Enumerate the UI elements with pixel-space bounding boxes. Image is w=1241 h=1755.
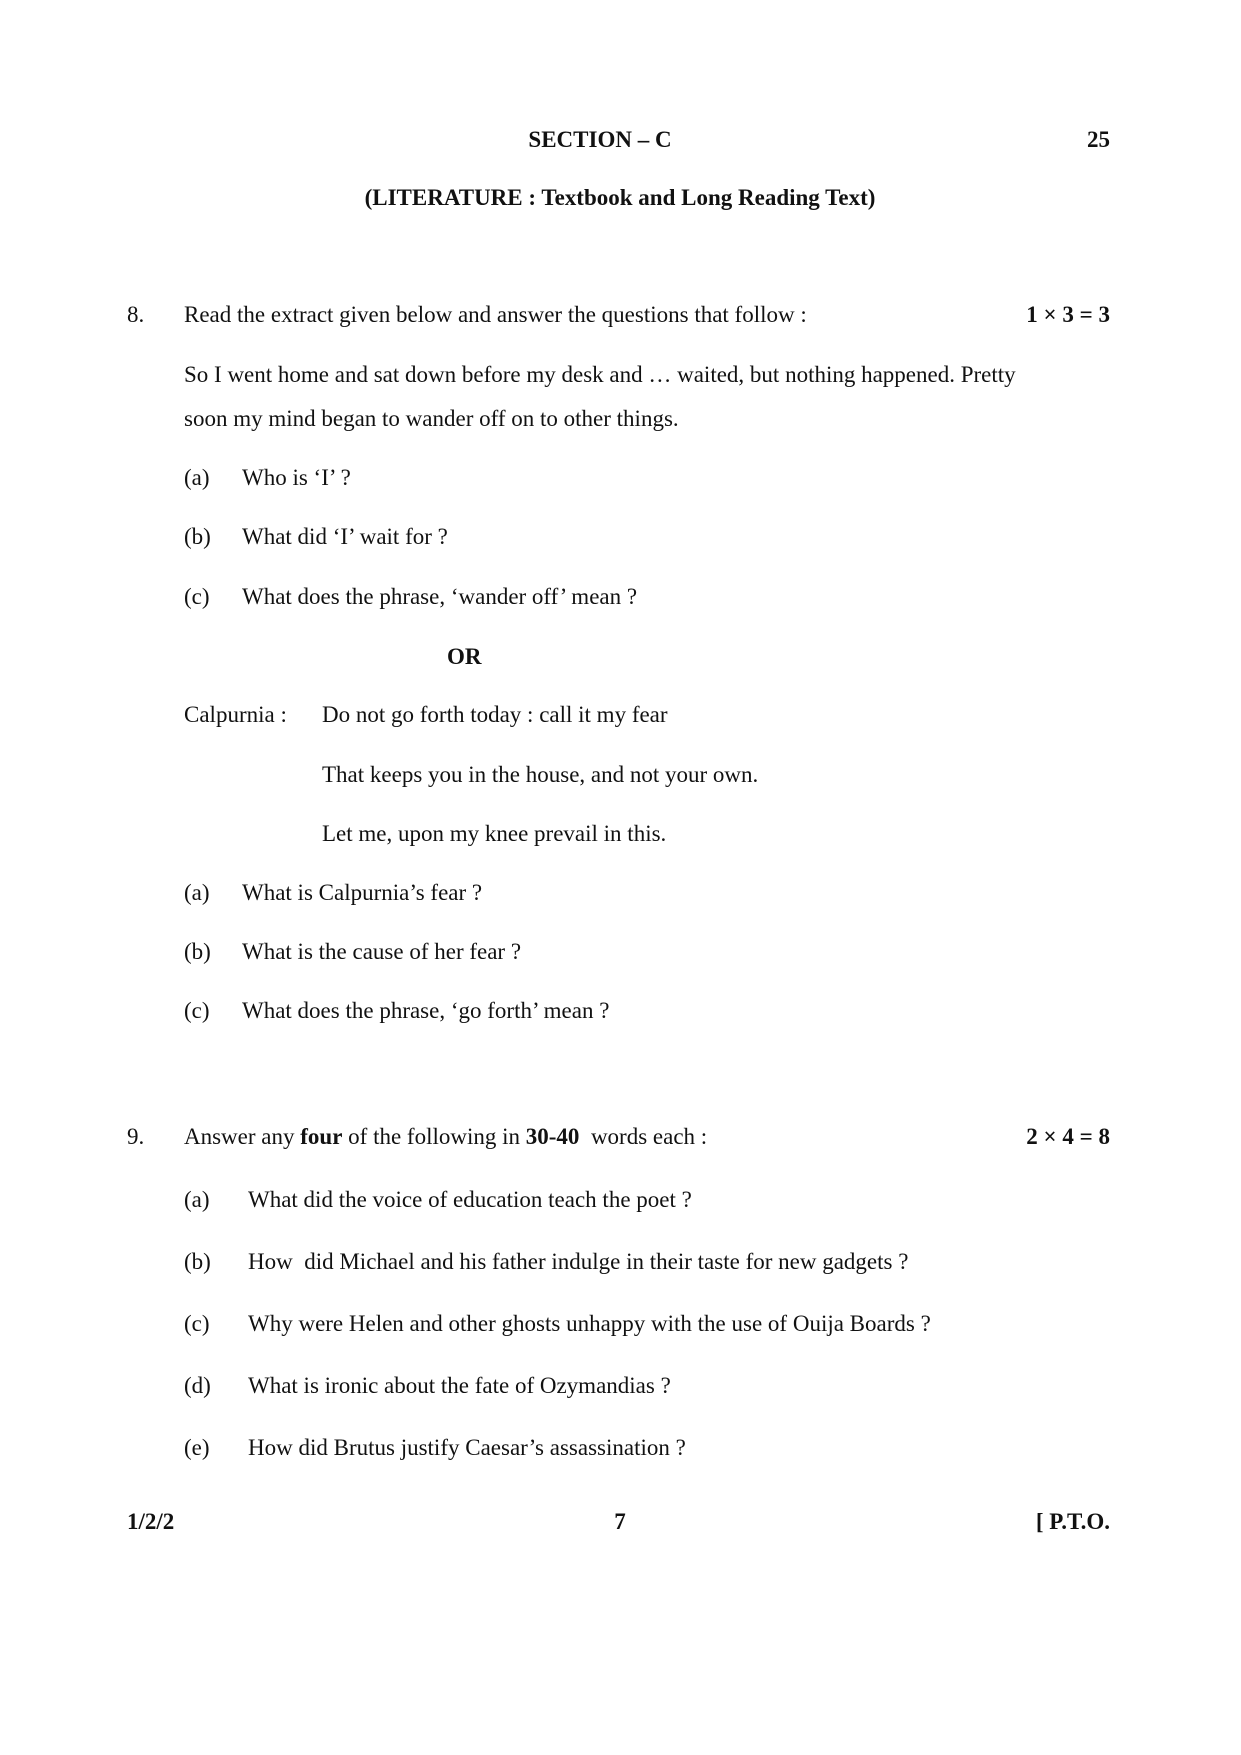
q8-part2-b-label: (b): [184, 939, 211, 964]
q9-a-label: (a): [184, 1187, 210, 1212]
q8-part2-a-text: What is Calpurnia’s fear ?: [242, 880, 483, 905]
q9-number: 9.: [127, 1124, 145, 1149]
q8-part2-a-label: (a): [184, 880, 210, 905]
q9-c-label: (c): [184, 1311, 210, 1336]
q9-d-text: What is ironic about the fate of Ozymandias ?: [248, 1373, 671, 1398]
q8-instruction: Read the extract given below and answer the questions that follow :: [184, 302, 807, 327]
page-number: 7: [614, 1509, 626, 1534]
paper-code: 1/2/2: [127, 1509, 175, 1534]
q8-part1-b-label: (b): [184, 524, 211, 549]
q9-c-text: Why were Helen and other ghosts unhappy with the use of Ouija Boards ?: [248, 1311, 931, 1336]
q8-part1-c-text: What does the phrase, ‘wander off’ mean ?: [242, 584, 638, 609]
q9-b-label: (b): [184, 1249, 211, 1274]
pto-note: [ P.T.O.: [1035, 1509, 1110, 1534]
q8-number: 8.: [127, 302, 145, 327]
q8-part1-a-label: (a): [184, 465, 210, 490]
q8-marks: 1 × 3 = 3: [1026, 302, 1110, 327]
verse-line-1: Do not go forth today : call it my fear: [322, 702, 668, 727]
q8-extract-line-1: So I went home and sat down before my desk and … waited, but nothing happened. Pretty: [184, 362, 1016, 387]
q9-d-label: (d): [184, 1373, 211, 1398]
q8-extract-line-2: soon my mind began to wander off on to other things.: [184, 406, 679, 431]
q8-part2-c-label: (c): [184, 998, 210, 1023]
section-subtitle: (LITERATURE : Textbook and Long Reading Text): [364, 185, 876, 210]
section-title: SECTION – C: [528, 127, 672, 152]
q9-a-text: What did the voice of education teach the poet ?: [248, 1187, 692, 1212]
q9-e-label: (e): [184, 1435, 210, 1460]
q8-part1-a-text: Who is ‘I’ ?: [242, 465, 351, 490]
or-divider: OR: [447, 644, 482, 669]
q9-marks: 2 × 4 = 8: [1026, 1124, 1110, 1149]
section-marks: 25: [1087, 127, 1110, 152]
q9-e-text: How did Brutus justify Caesar’s assassination ?: [248, 1435, 686, 1460]
verse-line-2: That keeps you in the house, and not your own.: [322, 762, 759, 787]
q8-part2-b-text: What is the cause of her fear ?: [242, 939, 522, 964]
verse-line-3: Let me, upon my knee prevail in this.: [322, 821, 667, 846]
q8-part1-b-text: What did ‘I’ wait for ?: [242, 524, 448, 549]
q9-b-text: How did Michael and his father indulge in their taste for new gadgets ?: [248, 1249, 909, 1274]
verse-speaker: Calpurnia :: [184, 702, 287, 727]
q9-instruction: Answer any four of the following in 30-40 words each :: [184, 1124, 708, 1149]
q8-part2-c-text: What does the phrase, ‘go forth’ mean ?: [242, 998, 610, 1023]
q8-part1-c-label: (c): [184, 584, 210, 609]
